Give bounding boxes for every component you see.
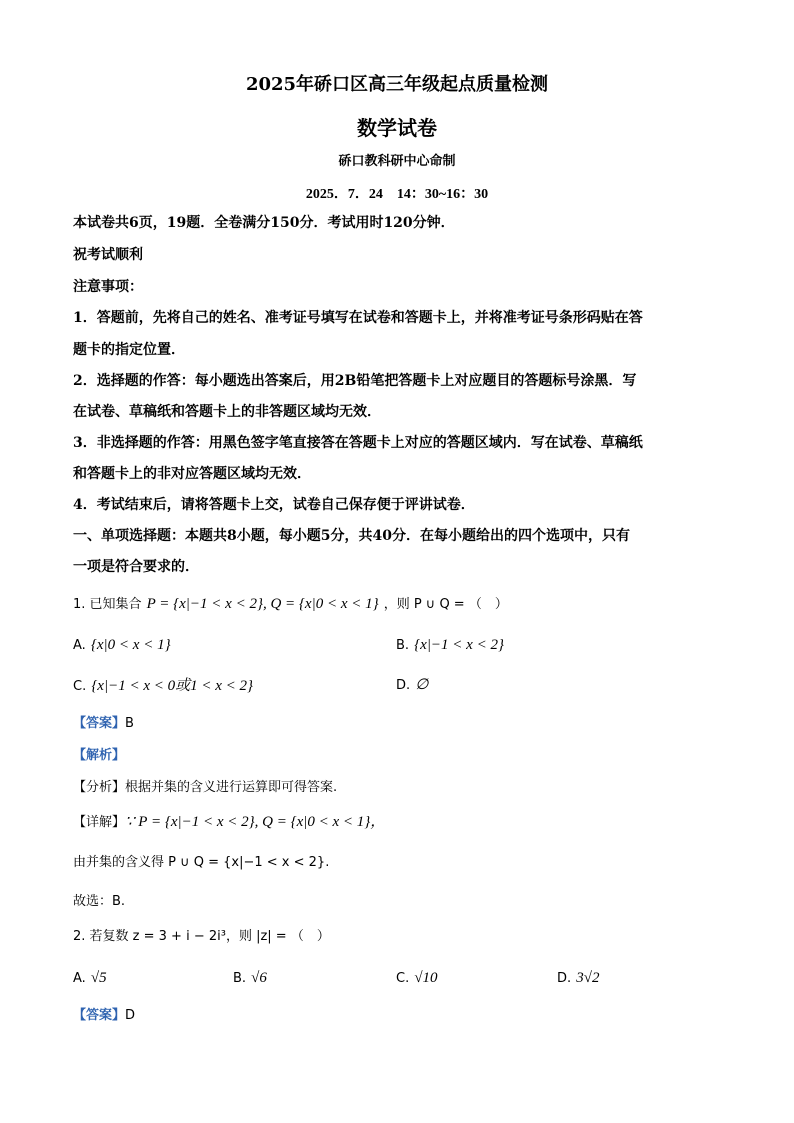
notice-1a: 1．答题前，先将自己的姓名、准考证号填写在试卷和答题卡上，并将准考证号条形码贴在答 [73, 310, 643, 326]
notice-3b: 和答题卡上的非对应答题区域均无效． [73, 466, 311, 482]
notice-2b: 在试卷、草稿纸和答题卡上的非答题区域均无效． [73, 404, 381, 420]
option-text: √5 [90, 970, 107, 986]
q1-sets: P = {x|−1 < x < 2}, Q = {x|0 < x < 1} [146, 596, 379, 612]
option-label: C. [73, 679, 87, 694]
q2-option-d [557, 967, 599, 987]
q1-option-b [396, 634, 504, 654]
q2-stem: 2. 若复数 z = 3 + i − 2i³，则 |z| = （ ） [73, 929, 330, 944]
option-text: 3√2 [576, 970, 600, 986]
option-text: √10 [414, 970, 438, 986]
q2-answer [73, 1004, 135, 1023]
q1-answer [73, 712, 134, 731]
detail-text: ∵ P = {x|−1 < x < 2}, Q = {x|0 < x < 1}， [125, 814, 386, 830]
notice-3a: 3．非选择题的作答：用黑色签字笔直接答在答题卡上对应的答题区域内．写在试卷、草稿纸 [73, 435, 643, 451]
option-label: A. [73, 638, 86, 653]
exam-subtitle: 数学试卷 [357, 116, 437, 140]
q2-option-a [73, 967, 107, 987]
option-label: B. [233, 971, 247, 986]
q2-option-c [396, 967, 438, 987]
option-label: D. [557, 971, 572, 986]
option-label: A. [73, 971, 86, 986]
q1-union: 由并集的含义得 P ∪ Q = {x|−1 < x < 2}. [73, 855, 330, 870]
option-text: {x|−1 < x < 2} [414, 637, 504, 653]
answer-value: D [125, 1008, 136, 1023]
q1-ask: ，则 P ∪ Q = （ ） [383, 597, 508, 612]
option-text: {x|0 < x < 1} [90, 637, 171, 653]
q1-choose: 故选：B. [73, 894, 126, 909]
notice-title: 注意事项： [73, 279, 143, 295]
intro-wish: 祝考试顺利 [73, 247, 143, 263]
q1-option-c [73, 674, 253, 695]
exam-date: 2025．7．24 14：30~16：30 [305, 187, 489, 202]
answer-value: B [125, 716, 134, 731]
q1-option-d [396, 674, 428, 694]
answer-tag: 【答案】 [73, 1008, 126, 1023]
q1-detail [73, 810, 385, 831]
notice-2a: 2．选择题的作答：每小题选出答案后，用2B铅笔把答题卡上对应题目的答题标号涂黑．写 [73, 373, 637, 389]
fenxi-text: 根据并集的含义进行运算即可得答案. [125, 780, 338, 795]
notice-1b: 题卡的指定位置． [73, 342, 185, 358]
exam-title: 2025年硚口区高三年级起点质量检测 [245, 74, 549, 95]
q2-option-b [233, 967, 267, 987]
analysis-tag: 【解析】 [73, 748, 126, 763]
q1-analysis [73, 744, 125, 763]
detail-tag: 【详解】 [73, 815, 126, 830]
section-1-heading-b: 一项是符合要求的． [73, 559, 199, 575]
answer-tag: 【答案】 [73, 716, 126, 731]
option-text: √6 [251, 970, 267, 986]
option-text: {x|−1 < x < 0或1 < x < 2} [91, 678, 254, 694]
q1-option-a [73, 634, 171, 654]
notice-4: 4．考试结束后，请将答题卡上交，试卷自己保存便于评讲试卷． [73, 497, 475, 513]
option-text: ∅ [415, 677, 429, 693]
intro-summary: 本试卷共6页，19题．全卷满分150分．考试用时120分钟． [73, 215, 455, 231]
q1-prefix: 1. 已知集合 [73, 597, 142, 612]
option-label: C. [396, 971, 410, 986]
option-label: D. [396, 678, 411, 693]
q1-fenxi [73, 776, 337, 795]
option-label: B. [396, 638, 410, 653]
q1-stem [73, 593, 508, 613]
section-1-heading-a: 一、单项选择题：本题共8小题，每小题5分，共40分．在每小题给出的四个选项中，只有 [73, 528, 630, 544]
exam-org: 硚口教科研中心命制 [338, 154, 456, 169]
fenxi-tag: 【分析】 [73, 780, 126, 795]
